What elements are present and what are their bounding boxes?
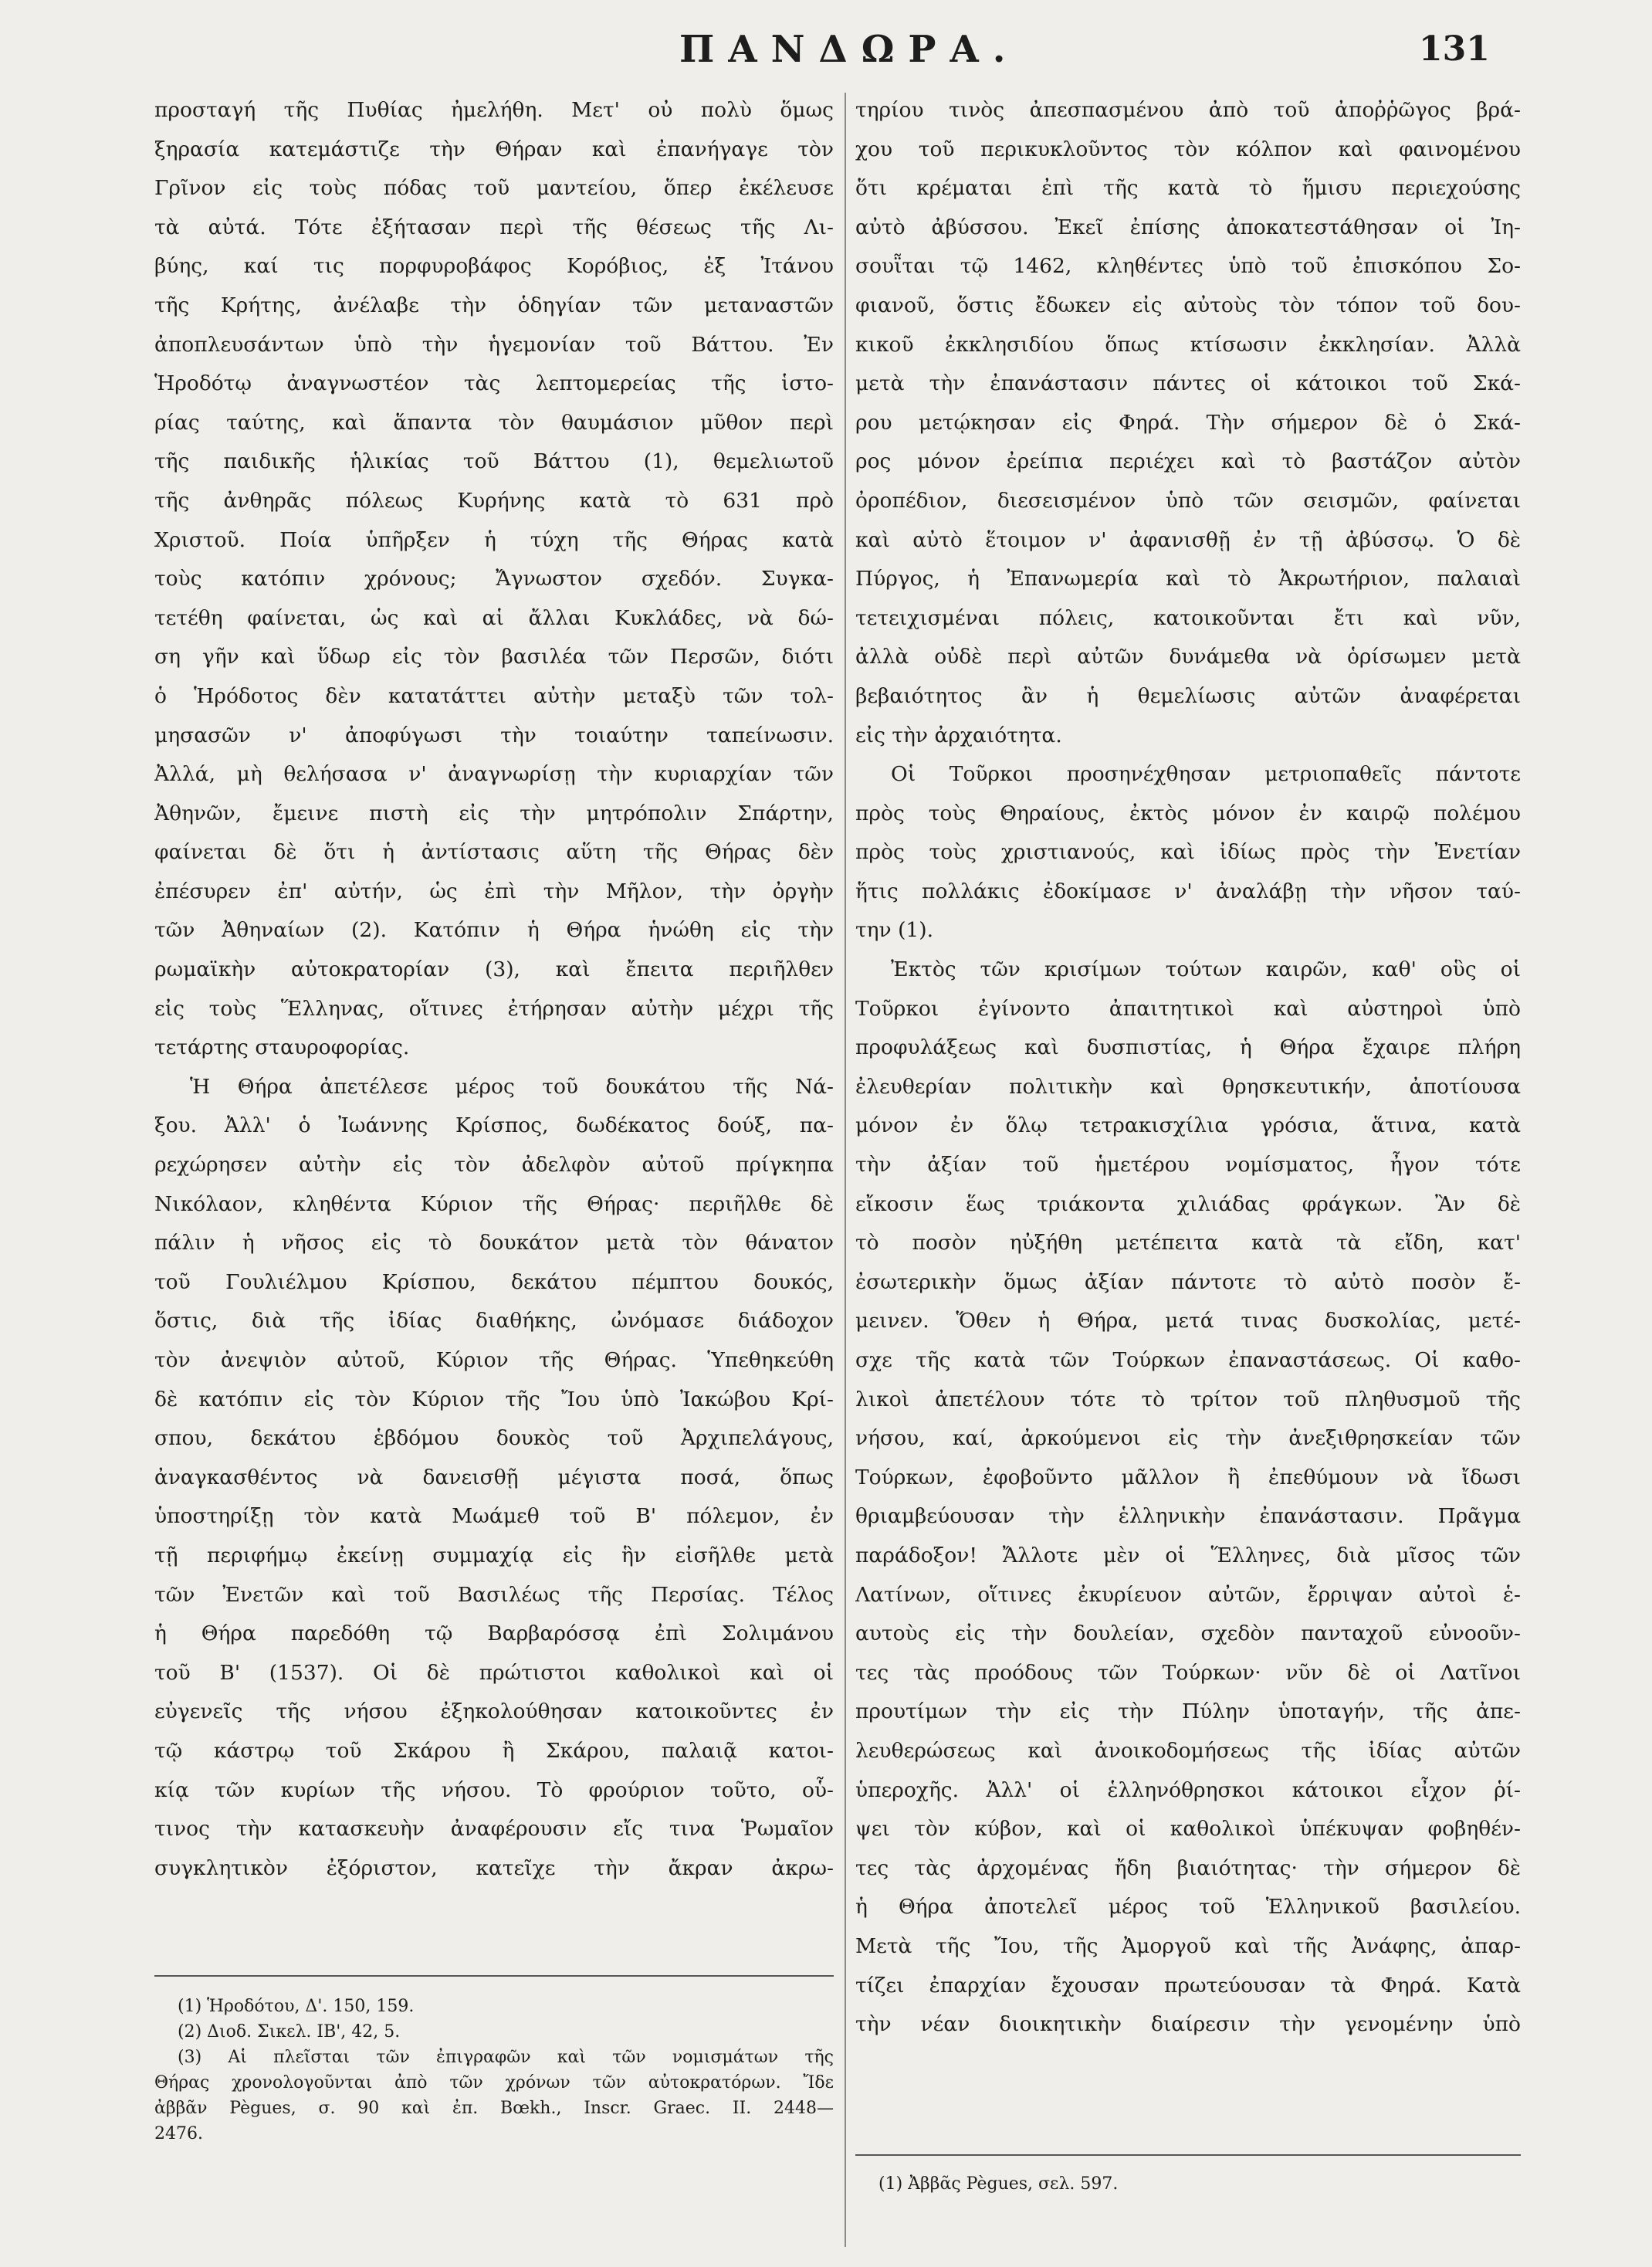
- text-line: Ἡ Θήρα ἀπετέλεσε μέρος τοῦ δουκάτου τῆς Νά-: [190, 1074, 834, 1099]
- text-line: ἐπέσυρεν ἐπ' αὐτήν, ὡς ἐπὶ τὴν Μῆλον, τὴν ὀργὴν: [154, 879, 834, 903]
- text-line: ρος μόνον ἐρείπια περιέχει καὶ τὸ βαστάζον αὐτὸν: [855, 449, 1521, 474]
- text-line: τὸν ἀνεψιὸν αὐτοῦ, Κύριον τῆς Θήρας. Ὑπεθηκεύθη: [154, 1348, 834, 1372]
- text-line: ὑποστηρίξῃ τὸν κατὰ Μωάμεθ τοῦ Β' πόλεμον, ἐν: [154, 1504, 834, 1529]
- text-line: τῆς Κρήτης, ἀνέλαβε τὴν ὁδηγίαν τῶν μεταναστῶν: [154, 293, 834, 317]
- text-line: βύης, καί τις πορφυροβάφος Κορόβιος, ἐξ Ἰτάνου: [154, 254, 834, 279]
- text-line: τοῦ Β' (1537). Οἱ δὲ πρώτιστοι καθολικοὶ καὶ οἱ: [154, 1660, 834, 1685]
- text-line: τετέθη φαίνεται, ὡς καὶ αἱ ἄλλαι Κυκλάδες, νὰ δώ-: [154, 605, 834, 630]
- text-line: τῇ περιφήμῳ ἐκείνῃ συμμαχίᾳ εἰς ἣν εἰσῆλθε μετὰ: [154, 1543, 834, 1567]
- text-line: ἀποπλευσάντων ὑπὸ τὴν ἡγεμονίαν τοῦ Βάττου. Ἐν: [154, 332, 834, 357]
- text-line: παράδοξον! Ἄλλοτε μὲν οἱ Ἕλληνες, διὰ μῖσος τῶν: [855, 1543, 1521, 1567]
- text-line: Ἀθηνῶν, ἔμεινε πιστὴ εἰς τὴν μητρόπολιν Σπάρτην,: [154, 801, 834, 825]
- text-line: τίζει ἐπαρχίαν ἔχουσαν πρωτεύουσαν τὰ Φηρά. Κατὰ: [855, 1973, 1521, 1998]
- text-line: ρίας ταύτης, καὶ ἅπαντα τὸν θαυμάσιον μῦθον περὶ: [154, 410, 834, 435]
- text-line: ὀροπέδιον, διεσεισμένον ὑπὸ τῶν σεισμῶν, φαίνεται: [855, 488, 1521, 513]
- footnote-line: (1) Ἀββᾶς Pègues, σελ. 597.: [878, 2174, 1119, 2194]
- text-line: ἥτις πολλάκις ἐδοκίμασε ν' ἀναλάβῃ τὴν νῆσον ταύ-: [855, 879, 1521, 903]
- left-column: [154, 91, 834, 1888]
- text-line: προσταγή τῆς Πυθίας ἠμελήθη. Μετ' οὐ πολὺ ὅμως: [154, 98, 834, 122]
- text-line: ση γῆν καὶ ὕδωρ εἰς τὸν βασιλέα τῶν Περσῶν, διότι: [154, 645, 834, 669]
- text-line: ξηρασία κατεμάστιζε τὴν Θήραν καὶ ἐπανήγαγε τὸν: [154, 137, 834, 161]
- text-line: πρὸς τοὺς Θηραίους, ἐκτὸς μόνον ἐν καιρῷ πολέμου: [855, 801, 1521, 825]
- text-line: δὲ κατόπιν εἰς τὸν Κύριον τῆς Ἴου ὑπὸ Ἰακώβου Κρί-: [154, 1387, 834, 1411]
- text-line: τοῦ Γουλιέλμου Κρίσπου, δεκάτου πέμπτου δουκός,: [154, 1269, 834, 1294]
- text-line: νήσου, καί, ἀρκούμενοι εἰς τὴν ἀνεξιθρησκείαν τῶν: [855, 1426, 1521, 1451]
- text-line: κικοῦ ἐκκλησιδίου ὅπως κτίσωσιν ἐκκλησίαν. Ἀλλὰ: [855, 332, 1521, 357]
- text-line: καὶ αὐτὸ ἕτοιμον ν' ἀφανισθῇ ἐν τῇ ἀβύσσῳ. Ὁ δὲ: [855, 527, 1521, 552]
- footnote-line: 2476.: [154, 2124, 203, 2143]
- text-line: ἐσωτερικὴν ὅμως ἀξίαν πάντοτε τὸ αὐτὸ ποσὸν ἔ-: [855, 1269, 1521, 1294]
- text-line: πάλιν ἡ νῆσος εἰς τὸ δουκάτον μετὰ τὸν θάνατον: [154, 1231, 834, 1255]
- text-line: Πύργος, ἡ Ἐπανωμερία καὶ τὸ Ἀκρωτήριον, παλαιαὶ: [855, 567, 1521, 591]
- text-line: χου τοῦ περικυκλοῦντος τὸν κόλπον καὶ φαινομένου: [855, 137, 1521, 161]
- text-line: τῶν Ἐνετῶν καὶ τοῦ Βασιλέως τῆς Περσίας. Τέλος: [154, 1582, 834, 1607]
- text-line: κίᾳ τῶν κυρίων τῆς νήσου. Τὸ φρούριον τοῦτο, οὗ-: [154, 1777, 834, 1802]
- text-line: εἰς τὴν ἀρχαιότητα.: [855, 723, 1062, 747]
- text-line: εἰς τοὺς Ἕλληνας, οἵτινες ἐτήρησαν αὐτὴν μέχρι τῆς: [154, 996, 834, 1021]
- text-line: τηρίου τινὸς ἀπεσπασμένου ἀπὸ τοῦ ἀποῤῥῶγος βρά-: [855, 98, 1521, 122]
- journal-title: ΠΑΝΔΩΡΑ.: [679, 28, 1020, 71]
- left-footnotes: [154, 1975, 834, 2147]
- text-line: ρου μετῴκησαν εἰς Φηρά. Τὴν σήμερον δὲ ὁ Σκά-: [855, 410, 1521, 435]
- text-line: την (1).: [855, 918, 934, 943]
- text-line: ἀναγκασθέντος νὰ δανεισθῇ μέγιστα ποσά, ὅπως: [154, 1465, 834, 1489]
- page-header: [0, 28, 1652, 74]
- text-line: αυτοὺς εἰς τὴν δουλείαν, σχεδὸν πανταχοῦ εὐνοοῦν-: [855, 1621, 1521, 1646]
- page-number: 131: [1419, 29, 1490, 69]
- column-divider: [845, 93, 846, 2247]
- footnote-line: ἀββᾶν Pègues, σ. 90 καὶ ἐπ. Bœkh., Inscr. Graec. II. 2448—: [154, 2099, 834, 2118]
- text-line: φαίνεται δὲ ὅτι ἡ ἀντίστασις αὕτη τῆς Θήρας δὲν: [154, 840, 834, 865]
- footnote-line: Θήρας χρονολογοῦνται ἀπὸ τῶν χρόνων τῶν αὐτοκρατόρων. Ἴδε: [154, 2073, 834, 2092]
- text-line: ὁ Ἡρόδοτος δὲν κατατάττει αὐτὴν μεταξὺ τῶν τολ-: [154, 683, 834, 708]
- text-line: ὅτι κρέμαται ἐπὶ τῆς κατὰ τὸ ἥμισυ περιεχούσης: [855, 176, 1521, 201]
- footnote-line: (2) Διοδ. Σικελ. ΙΒ', 42, 5.: [178, 2022, 401, 2042]
- text-line: τὴν νέαν διοικητικὴν διαίρεσιν τὴν γενομένην ὑπὸ: [855, 2012, 1521, 2037]
- text-line: τινος τὴν κατασκευὴν ἀναφέρουσιν εἴς τινα Ῥωμαῖον: [154, 1817, 834, 1842]
- text-line: τὴν ἀξίαν τοῦ ἡμετέρου νομίσματος, ἦγον τότε: [855, 1153, 1521, 1178]
- text-line: τοὺς κατόπιν χρόνους; Ἄγνωστον σχεδόν. Συγκα-: [154, 567, 834, 591]
- text-line: σουῗται τῷ 1462, κληθέντες ὑπὸ τοῦ ἐπισκόπου Σο-: [855, 254, 1521, 279]
- text-line: ἡ Θήρα παρεδόθη τῷ Βαρβαρόσσᾳ ἐπὶ Σολιμάνου: [154, 1621, 834, 1646]
- text-line: ξου. Ἀλλ' ὁ Ἰωάννης Κρίσπος, δωδέκατος δούξ, πα-: [154, 1113, 834, 1138]
- text-line: μεινεν. Ὅθεν ἡ Θήρα, μετά τινας δυσκολίας, μετέ-: [855, 1309, 1521, 1333]
- text-line: τετάρτης σταυροφορίας.: [154, 1035, 410, 1060]
- text-line: μόνον ἐν ὅλῳ τετρακισχίλια γρόσια, ἅτινα, κατὰ: [855, 1113, 1521, 1138]
- text-line: τῆς ἀνθηρᾶς πόλεως Κυρήνης κατὰ τὸ 631 πρὸ: [154, 488, 834, 513]
- text-line: Τοῦρκοι ἐγίνοντο ἀπαιτητικοὶ καὶ αὐστηροὶ ὑπὸ: [855, 996, 1521, 1021]
- text-line: φιανοῦ, ὅστις ἔδωκεν εἰς αὐτοὺς τὸν τόπον τοῦ δου-: [855, 293, 1521, 317]
- text-line: Μετὰ τῆς Ἴου, τῆς Ἀμοργοῦ καὶ τῆς Ἀνάφης, ἀπαρ-: [855, 1933, 1521, 1958]
- text-line: ὅστις, διὰ τῆς ἰδίας διαθήκης, ὠνόμασε διάδοχον: [154, 1309, 834, 1333]
- text-line: ἀλλὰ οὐδὲ περὶ αὐτῶν δυνάμεθα νὰ ὁρίσωμεν μετὰ: [855, 645, 1521, 669]
- text-line: ρεχώρησεν αὐτὴν εἰς τὸν ἀδελφὸν αὐτοῦ πρίγκηπα: [154, 1153, 834, 1178]
- text-line: τῷ κάστρῳ τοῦ Σκάρου ἢ Σκάρου, παλαιᾷ κατοι-: [154, 1738, 834, 1763]
- text-line: εὐγενεῖς τῆς νήσου ἐξηκολούθησαν κατοικοῦντες ἐν: [154, 1699, 834, 1724]
- text-line: τες τὰς προόδους τῶν Τούρκων· νῦν δὲ οἱ Λατῖνοι: [855, 1660, 1521, 1685]
- text-line: προφυλάξεως καὶ δυσπιστίας, ἡ Θήρα ἔχαιρε πλήρη: [855, 1035, 1521, 1060]
- text-line: σχε τῆς κατὰ τῶν Τούρκων ἐπαναστάσεως. Οἱ καθο-: [855, 1348, 1521, 1372]
- text-line: λικοὶ ἀπετέλουν τότε τὸ τρίτον τοῦ πληθυσμοῦ τῆς: [855, 1387, 1521, 1411]
- footnote-line: (1) Ἡροδότου, Δ'. 150, 159.: [178, 1997, 415, 2016]
- text-line: λευθερώσεως καὶ ἀνοικοδομήσεως τῆς ἰδίας αὐτῶν: [855, 1738, 1521, 1763]
- text-line: θριαμβεύουσαν τὴν ἑλληνικὴν ἐπανάστασιν. Πρᾶγμα: [855, 1504, 1521, 1529]
- text-line: Τούρκων, ἐφοβοῦντο μᾶλλον ἢ ἐπεθύμουν νὰ ἴδωσι: [855, 1465, 1521, 1489]
- text-line: προυτίμων τὴν εἰς τὴν Πύλην ὑποταγήν, τῆς ἀπε-: [855, 1699, 1521, 1724]
- text-line: τετειχισμέναι πόλεις, κατοικοῦνται ἔτι καὶ νῦν,: [855, 605, 1521, 630]
- text-line: τὸ ποσὸν ηὐξήθη μετέπειτα κατὰ τὰ εἴδη, κατ': [855, 1231, 1521, 1255]
- text-line: Ἐκτὸς τῶν κρισίμων τούτων καιρῶν, καθ' οὓς οἱ: [891, 957, 1521, 982]
- text-line: σπου, δεκάτου ἑβδόμου δουκὸς τοῦ Ἀρχιπελάγους,: [154, 1426, 834, 1451]
- text-line: συγκλητικὸν ἐξόριστον, κατεῖχε τὴν ἄκραν ἀκρω-: [154, 1855, 834, 1880]
- text-line: πρὸς τοὺς χριστιανούς, καὶ ἰδίως πρὸς τὴν Ἐνετίαν: [855, 840, 1521, 865]
- text-line: μετὰ τὴν ἐπανάστασιν πάντες οἱ κάτοικοι τοῦ Σκά-: [855, 371, 1521, 396]
- text-line: Ἀλλά, μὴ θελήσασα ν' ἀναγνωρίσῃ τὴν κυριαρχίαν τῶν: [154, 762, 834, 787]
- text-line: τῶν Ἀθηναίων (2). Κατόπιν ἡ Θήρα ἡνώθη εἰς τὴν: [154, 918, 834, 943]
- text-line: ὑπεροχῆς. Ἀλλ' οἱ ἑλληνόθρησκοι κάτοικοι εἶχον ῥί-: [855, 1777, 1521, 1802]
- text-line: Γρῖνον εἰς τοὺς πόδας τοῦ μαντείου, ὅπερ ἐκέλευσε: [154, 176, 834, 201]
- text-line: εἴκοσιν ἕως τριάκοντα χιλιάδας φράγκων. Ἂν δὲ: [855, 1191, 1521, 1216]
- text-line: ἡ Θήρα ἀποτελεῖ μέρος τοῦ Ἑλληνικοῦ βασιλείου.: [855, 1895, 1521, 1920]
- footnote-line: (3) Αἱ πλεῖσται τῶν ἐπιγραφῶν καὶ τῶν νομισμάτων τῆς: [178, 2048, 834, 2067]
- text-line: ἐλευθερίαν πολιτικὴν καὶ θρησκευτικήν, ἀποτίουσα: [855, 1074, 1521, 1099]
- text-line: αὐτὸ ἀβύσσου. Ἐκεῖ ἐπίσης ἀποκατεστάθησαν οἱ Ἰη-: [855, 215, 1521, 239]
- text-line: ρωμαϊκὴν αὐτοκρατορίαν (3), καὶ ἔπειτα περιῆλθεν: [154, 957, 834, 982]
- text-line: τὰ αὐτά. Τότε ἐξήτασαν περὶ τῆς θέσεως τῆς Λι-: [154, 215, 834, 239]
- right-footnotes: [855, 2154, 1521, 2197]
- text-line: Νικόλαον, κληθέντα Κύριον τῆς Θήρας· περιῆλθε δὲ: [154, 1191, 834, 1216]
- text-line: Χριστοῦ. Ποία ὑπῆρξεν ἡ τύχη τῆς Θήρας κατὰ: [154, 527, 834, 552]
- text-line: ψει τὸν κύβον, καὶ οἱ καθολικοὶ ὑπέκυψαν φοβηθέν-: [855, 1817, 1521, 1842]
- text-line: Ἡροδότῳ ἀναγνωστέον τὰς λεπτομερείας τῆς ἱστο-: [154, 371, 834, 396]
- text-line: τῆς παιδικῆς ἡλικίας τοῦ Βάττου (1), θεμελιωτοῦ: [154, 449, 834, 474]
- text-line: βεβαιότητος ἂν ἡ θεμελίωσις αὐτῶν ἀναφέρεται: [855, 683, 1521, 708]
- text-line: μησασῶν ν' ἀποφύγωσι τὴν τοιαύτην ταπείνωσιν.: [154, 723, 834, 747]
- text-line: τες τὰς ἀρχομένας ἤδη βιαιότητας· τὴν σήμερον δὲ: [855, 1855, 1521, 1880]
- text-line: Λατίνων, οἵτινες ἐκυρίευον αὐτῶν, ἔρριψαν αὐτοὶ ἑ-: [855, 1582, 1521, 1607]
- right-column: [855, 91, 1521, 2045]
- text-line: Οἱ Τοῦρκοι προσηνέχθησαν μετριοπαθεῖς πάντοτε: [891, 762, 1521, 787]
